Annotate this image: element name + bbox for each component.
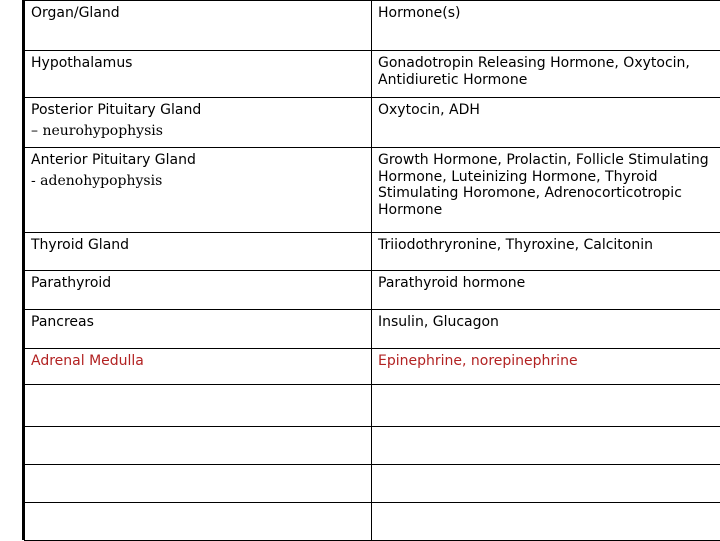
empty-row bbox=[25, 427, 720, 465]
organ-hormone-table bbox=[24, 0, 720, 541]
empty-row bbox=[25, 465, 720, 503]
organ-cell: Parathyroid bbox=[25, 271, 372, 310]
organ-name: Posterior Pituitary Gland bbox=[31, 102, 201, 118]
hormone-cell: Triiodothryronine, Thyroxine, Calcitonin bbox=[372, 233, 720, 271]
header-hormone: Hormone(s) bbox=[372, 1, 720, 51]
organ-cell bbox=[25, 51, 372, 98]
table-header-row bbox=[25, 1, 720, 51]
empty-cell bbox=[372, 385, 720, 427]
empty-cell bbox=[25, 427, 372, 465]
table-row bbox=[25, 148, 720, 233]
empty-cell bbox=[372, 465, 720, 503]
table-row bbox=[25, 51, 720, 98]
organ-cell bbox=[25, 148, 372, 233]
organ-subtitle: – neurohypophysis bbox=[31, 123, 365, 140]
empty-cell bbox=[25, 385, 372, 427]
hormone-cell: Growth Hormone, Prolactin, Follicle Stimulating Hormone, Luteinizing Hormone, Thyroid Stimulating Horomone, Adrenocorticotropic Hormone bbox=[372, 148, 720, 233]
hormone-cell: Parathyroid hormone bbox=[372, 271, 720, 310]
empty-cell bbox=[372, 503, 720, 541]
organ-cell: Thyroid Gland bbox=[25, 233, 372, 271]
header-organ: Organ/Gland bbox=[25, 1, 372, 51]
table-row bbox=[25, 271, 720, 310]
table-row bbox=[25, 349, 720, 385]
empty-row bbox=[25, 503, 720, 541]
organ-name: Hypothalamus bbox=[31, 55, 132, 71]
table-row bbox=[25, 310, 720, 349]
empty-cell bbox=[25, 503, 372, 541]
organ-cell bbox=[25, 98, 372, 148]
organ-name: Anterior Pituitary Gland bbox=[31, 152, 196, 168]
empty-cell bbox=[372, 427, 720, 465]
hormone-cell: Insulin, Glucagon bbox=[372, 310, 720, 349]
organ-cell: Adrenal Medulla bbox=[25, 349, 372, 385]
hormone-cell: Gonadotropin Releasing Hormone, Oxytocin, Antidiuretic Hormone bbox=[372, 51, 720, 98]
empty-row bbox=[25, 385, 720, 427]
organ-cell: Pancreas bbox=[25, 310, 372, 349]
hormone-cell: Epinephrine, norepinephrine bbox=[372, 349, 720, 385]
table-row bbox=[25, 98, 720, 148]
organ-subtitle: - adenohypophysis bbox=[31, 173, 365, 190]
hormone-cell: Oxytocin, ADH bbox=[372, 98, 720, 148]
empty-cell bbox=[25, 465, 372, 503]
table-row bbox=[25, 233, 720, 271]
